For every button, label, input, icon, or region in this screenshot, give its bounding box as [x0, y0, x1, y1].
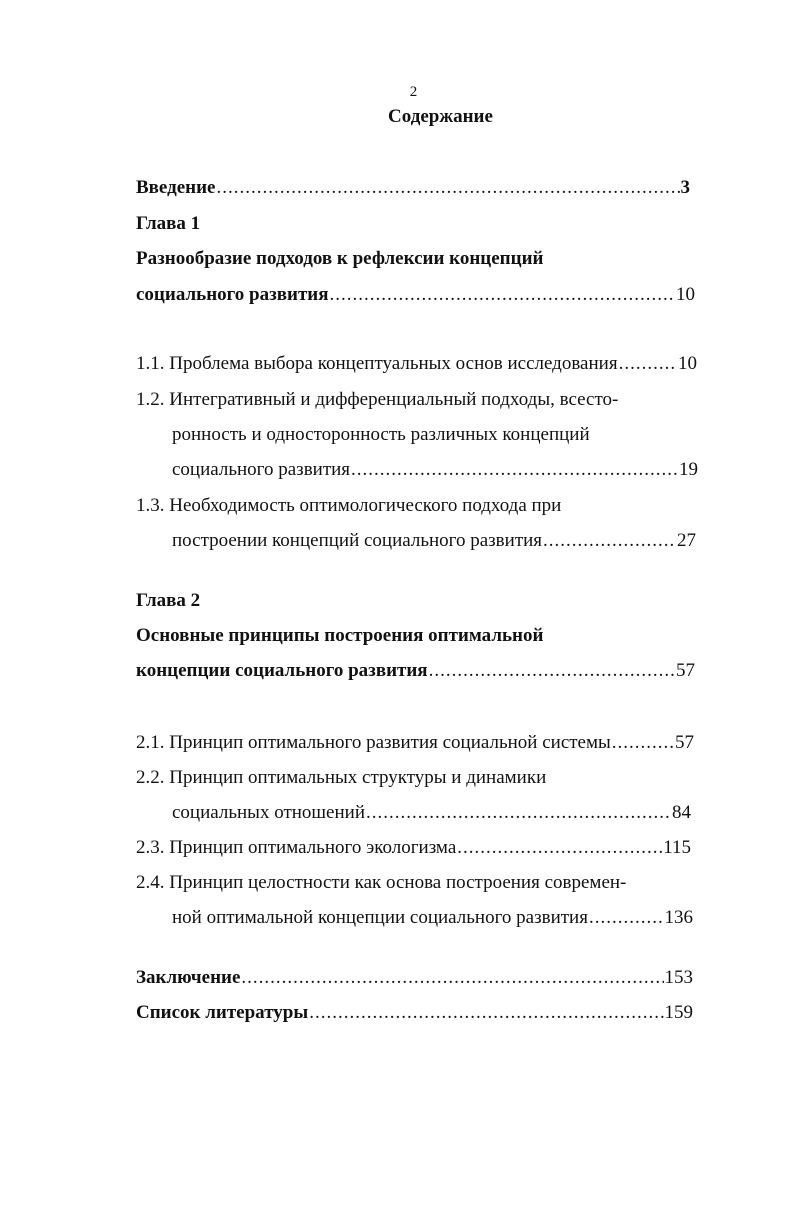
toc-label: концепции социального развития [136, 660, 428, 681]
dot-leader [330, 283, 675, 307]
toc-entry-2-1[interactable] [136, 731, 694, 755]
toc-page: 27 [677, 530, 696, 551]
dot-leader [309, 1001, 663, 1025]
toc-entry-chapter-2[interactable] [136, 659, 695, 683]
toc-entry-chapter-1[interactable] [136, 283, 695, 307]
dot-leader [589, 906, 664, 930]
dot-leader [351, 458, 678, 482]
dot-leader [612, 731, 674, 755]
toc-entry-bibliography[interactable] [136, 1001, 693, 1025]
toc-label: 2.1. Принцип оптимального развития социальной системы [136, 732, 611, 753]
toc-page: 57 [675, 732, 694, 753]
chapter-1-title-line1: Разнообразие подходов к рефлексии концепций [136, 248, 544, 269]
toc-page: 3 [680, 177, 690, 198]
page-title: Содержание [388, 106, 493, 127]
toc-label: социального развития [172, 459, 351, 480]
toc-label: Заключение [136, 967, 241, 988]
toc-entry-1-2-line1: 1.2. Интегративный и дифференциальный подходы, всесто- [136, 389, 619, 410]
toc-label: Список литературы [136, 1002, 309, 1023]
toc-entry-2-4[interactable] [172, 906, 693, 930]
dot-leader [217, 176, 680, 200]
dot-leader [457, 836, 662, 860]
toc-page: 115 [663, 837, 691, 858]
toc-label: социальных отношений [172, 802, 365, 823]
dot-leader [429, 659, 675, 683]
toc-label: 2.3. Принцип оптимального экологизма [136, 837, 457, 858]
dot-leader [366, 801, 671, 825]
toc-page: 84 [672, 802, 691, 823]
page-number: 2 [409, 84, 418, 100]
toc-page: 153 [664, 967, 693, 988]
toc-label: построении концепций социального развития [172, 530, 543, 551]
toc-page: 136 [664, 907, 693, 928]
toc-entry-2-3[interactable] [136, 836, 691, 860]
dot-leader [543, 529, 676, 553]
toc-entry-1-1[interactable] [136, 352, 697, 376]
toc-entry-2-2-line1: 2.2. Принцип оптимальных структуры и динамики [136, 767, 547, 788]
toc-page: 159 [664, 1002, 693, 1023]
toc-entry-1-3-line1: 1.3. Необходимость оптимологического подхода при [136, 495, 562, 516]
toc-page: 57 [676, 660, 695, 681]
toc-entry-2-2[interactable] [172, 801, 691, 825]
dot-leader [241, 966, 663, 990]
toc-entry-introduction[interactable] [136, 176, 690, 200]
chapter-2-title-line1: Основные принципы построения оптимальной [136, 625, 544, 646]
toc-page: 19 [679, 459, 698, 480]
toc-entry-1-2[interactable] [172, 458, 698, 482]
toc-label: ной оптимальной концепции социального развития [172, 907, 588, 928]
toc-label: Введение [136, 177, 216, 198]
toc-label: 1.1. Проблема выбора концептуальных основ исследования [136, 353, 618, 374]
toc-entry-conclusion[interactable] [136, 966, 693, 990]
toc-entry-1-2-line2: ронность и односторонность различных концепций [172, 424, 590, 445]
toc-label: социального развития [136, 284, 329, 305]
toc-entry-2-4-line1: 2.4. Принцип целостности как основа построения современ- [136, 872, 627, 893]
toc-page: 10 [676, 284, 695, 305]
toc-entry-1-3[interactable] [172, 529, 696, 553]
chapter-2-heading: Глава 2 [136, 590, 201, 611]
chapter-1-heading: Глава 1 [136, 213, 201, 234]
toc-page: 10 [678, 353, 697, 374]
dot-leader [619, 352, 677, 376]
